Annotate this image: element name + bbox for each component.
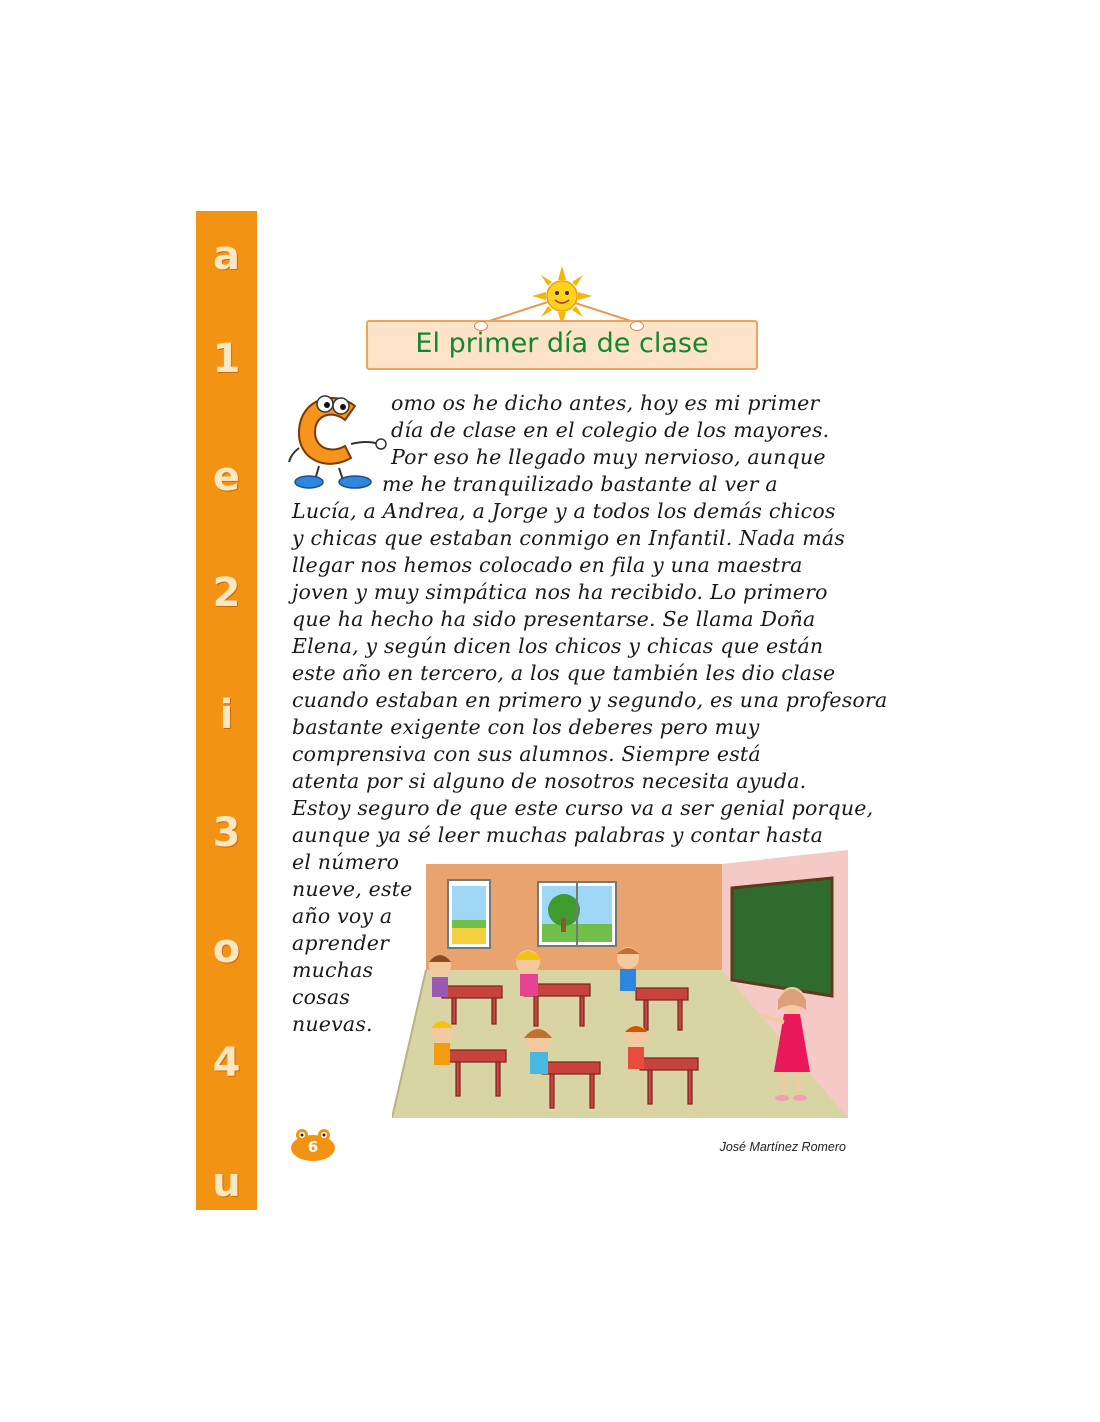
text-line-5: Lucía, a Andrea, a Jorge y a todos los demás chicos <box>292 499 836 523</box>
classroom-illustration <box>392 850 848 1118</box>
text-line-6: y chicas que estaban conmigo en Infantil. Nada más <box>292 526 845 550</box>
sun-icon <box>532 266 592 326</box>
blackboard <box>732 878 832 996</box>
text-line-20: año voy a <box>292 904 393 928</box>
text-line-23: cosas <box>292 985 351 1009</box>
text-line-7: llegar nos hemos colocado en fila y una maestra <box>292 553 803 577</box>
sidebar-glyph-u: u <box>212 1160 241 1206</box>
text-line-2: día de clase en el colegio de los mayores. <box>391 418 830 442</box>
sidebar-glyph-1: 1 <box>212 336 241 382</box>
text-line-14: comprensiva con sus alumnos. Siempre está <box>292 742 761 766</box>
text-line-11: este año en tercero, a los que también les dio clase <box>292 661 836 685</box>
text-line-12: cuando estaban en primero y segundo, es una profesora <box>292 688 888 712</box>
window-right <box>538 882 616 946</box>
text-line-10: Elena, y según dicen los chicos y chicas que están <box>292 634 824 658</box>
sidebar-glyph-i: i <box>219 692 234 738</box>
text-line-9: que ha hecho ha sido presentarse. Se llama Doña <box>292 607 816 631</box>
sidebar-glyph-a: a <box>213 233 240 279</box>
page-number: 6 <box>307 1138 319 1156</box>
text-line-22: muchas <box>292 958 374 982</box>
text-line-21: aprender <box>292 931 390 955</box>
text-line-3: Por eso he llegado muy nervioso, aunque <box>391 445 826 469</box>
window-left <box>448 880 490 948</box>
text-line-13: bastante exigente con los deberes pero muy <box>292 715 760 739</box>
text-line-16: Estoy seguro de que este curso va a ser genial porque, <box>292 796 874 820</box>
sidebar-glyph-3: 3 <box>212 810 241 856</box>
text-line-18: el número <box>292 850 400 874</box>
sidebar-glyph-o: o <box>212 926 241 972</box>
sidebar-glyph-e: e <box>212 454 241 500</box>
text-line-19: nueve, este <box>292 877 413 901</box>
text-line-8: joven y muy simpática nos ha recibido. Lo primero <box>292 580 828 604</box>
text-line-4: me he tranquilizado bastante al ver a <box>382 472 778 496</box>
text-line-24: nuevas. <box>292 1012 373 1036</box>
text-line-15: atenta por si alguno de nosotros necesita ayuda. <box>292 769 807 793</box>
sidebar-glyph-2: 2 <box>212 570 241 616</box>
author-credit: José Martínez Romero <box>719 1140 846 1154</box>
letter-c-mascot-icon <box>285 388 389 492</box>
text-line-1: omo os he dicho antes, hoy es mi primer <box>391 391 820 415</box>
sidebar-glyph-4: 4 <box>212 1040 241 1086</box>
text-line-17: aunque ya sé leer muchas palabras y contar hasta <box>292 823 824 847</box>
page-title: El primer día de clase <box>415 328 709 359</box>
sidebar-strip <box>196 211 257 1210</box>
